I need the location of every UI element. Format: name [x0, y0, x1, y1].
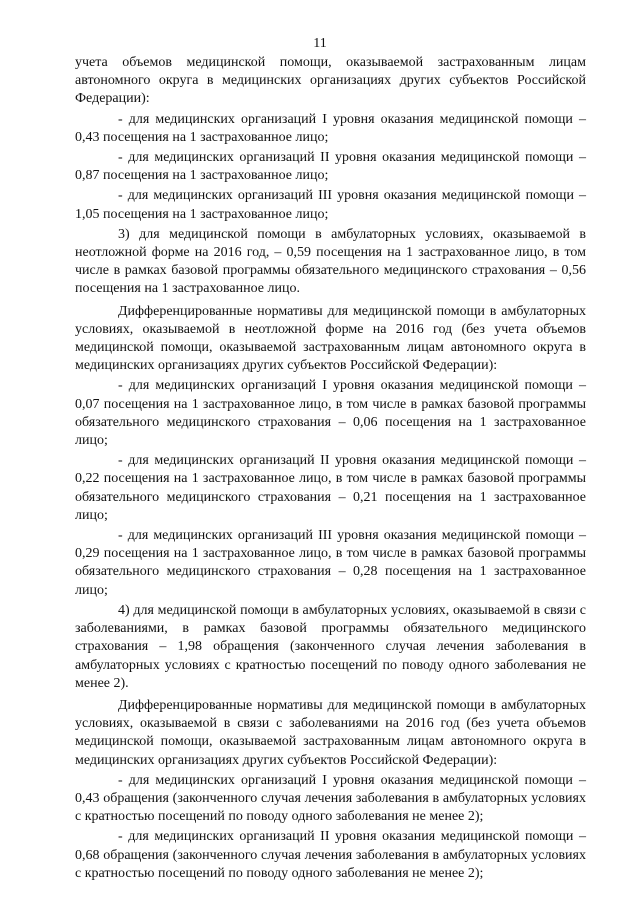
- list-item-urgent-level-1: - для медицинских организаций I уровня оказания медицинской помощи – 0,07 посещения на 1 застрахованное лицо, в том числе в рамках базовой программы обязательного медицинского страхования – 0,06 посещения на 1 застрахованное лицо;: [75, 378, 586, 449]
- paragraph-continuation: учета объемов медицинской помощи, оказываемой застрахованным лицам автономного округа в медицинских организациях других субъектов Российской Федерации):: [75, 55, 586, 107]
- list-item-disease-level-2: - для медицинских организаций II уровня оказания медицинской помощи – 0,68 обращения (законченного случая лечения заболевания в амбулаторных условиях с кратностью посещений по поводу одного заболевания не менее 2);: [75, 829, 586, 881]
- document-body: [75, 54, 586, 883]
- list-item-urgent-level-2: - для медицинских организаций II уровня оказания медицинской помощи – 0,22 посещения на 1 застрахованное лицо, в том числе в рамках базовой программы обязательного медицинского страхования – 0,21 посещения на 1 застрахованное лицо;: [75, 453, 586, 523]
- paragraph-item-4: 4) для медицинской помощи в амбулаторных условиях, оказываемой в связи с заболеваниями, в рамках базовой программы обязательного медицинского страхования – 1,98 обращения (законченного случая лечения заболевания в амбулаторных условиях с кратностью посещений по поводу одного заболевания не менее 2).: [75, 602, 586, 691]
- paragraph-norms-urgent: Дифференцированные нормативы для медицинской помощи в амбулаторных условиях, оказываемой в неотложной форме на 2016 год (без учета объемов медицинской помощи, оказываемой застрахованным лицам автономного округа в медицинских организациях других субъектов Российской Федерации):: [75, 303, 586, 374]
- page-number: 11: [313, 36, 327, 51]
- paragraph-item-3: 3) для медицинской помощи в амбулаторных условиях, оказываемой в неотложной форме на 2016 год, – 0,59 посещения на 1 застрахованное лицо, в том числе в рамках базовой программы обязательного медицинского страхования – 0,56 посещения на 1 застрахованное лицо.: [75, 226, 586, 297]
- paragraph-norms-disease: Дифференцированные нормативы для медицинской помощи в амбулаторных условиях, оказываемой в связи с заболеваниями на 2016 год (без учета объемов медицинской помощи, оказываемой застрахованным лицам автономного округа в медицинских организациях других субъектов Российской Федерации):: [75, 697, 586, 768]
- list-item-disease-level-1: - для медицинских организаций I уровня оказания медицинской помощи – 0,43 обращения (законченного случая лечения заболевания в амбулаторных условиях с кратностью посещений по поводу одного заболевания не менее 2);: [75, 772, 586, 825]
- list-item-level-2: - для медицинских организаций II уровня оказания медицинской помощи – 0,87 посещения на 1 застрахованное лицо;: [75, 150, 586, 184]
- list-item-level-3: - для медицинских организаций III уровня оказания медицинской помощи – 1,05 посещения на 1 застрахованное лицо;: [75, 188, 586, 222]
- list-item-urgent-level-3: - для медицинских организаций III уровня оказания медицинской помощи – 0,29 посещения на 1 застрахованное лицо, в том числе в рамках базовой программы обязательного медицинского страхования – 0,28 посещения на 1 застрахованное лицо;: [75, 528, 586, 598]
- list-item-level-1: - для медицинских организаций I уровня оказания медицинской помощи – 0,43 посещения на 1 застрахованное лицо;: [75, 111, 586, 145]
